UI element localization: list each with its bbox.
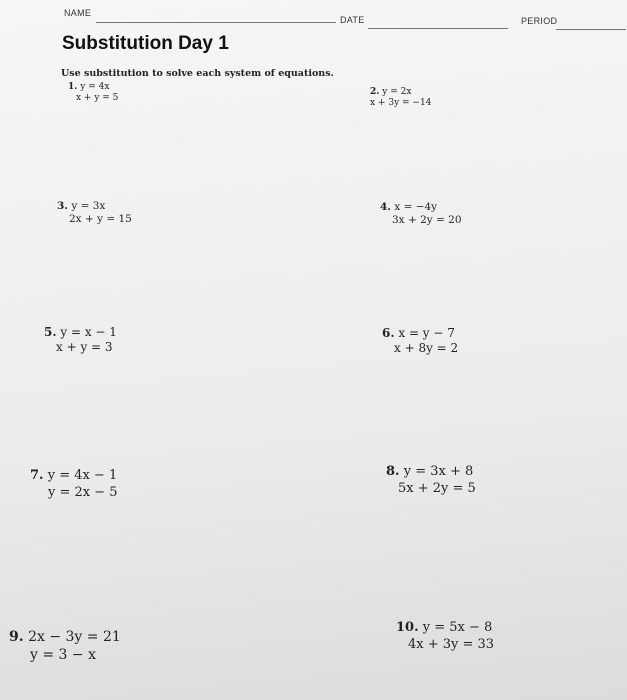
problem-number: 10. [396,620,419,635]
page-title: Substitution Day 1 [62,33,229,54]
problem-10 [396,619,494,653]
equation-1: y = 5x − 8 [422,620,493,635]
equation-1: y = 3x [71,200,106,212]
problem-1 [68,82,118,104]
problem-8 [386,463,476,497]
problem-number: 7. [30,468,44,483]
equation-2: 2x + y = 15 [69,213,132,225]
equation-2: x + 8y = 2 [394,341,459,355]
equation-1: y = x − 1 [60,325,117,339]
name-label: NAME [64,8,92,18]
equation-1: y = 2x [382,87,412,97]
instructions: Use substitution to solve each system of equations. [61,68,334,79]
date-line [368,28,508,29]
problem-number: 9. [9,629,24,645]
problem-2 [370,87,431,109]
period-label: PERIOD [521,16,558,26]
period-line [556,29,626,30]
equation-1: 2x − 3y = 21 [28,629,121,645]
problem-3 [57,200,132,226]
problem-5 [44,325,117,355]
name-line [96,22,336,23]
problem-7 [30,467,118,501]
problem-number: 6. [382,326,395,340]
date-label: DATE [340,15,365,25]
problem-9 [9,628,121,664]
equation-1: x = −4y [394,201,438,213]
equation-2: x + y = 5 [76,93,119,103]
equation-2: 4x + 3y = 33 [408,637,495,652]
equation-1: x = y − 7 [398,326,455,340]
problem-number: 2. [370,87,380,97]
equation-2: y = 3 − x [30,647,96,663]
equation-1: y = 4x [80,82,110,92]
problem-number: 5. [44,325,57,339]
problem-4 [380,201,462,227]
problem-number: 3. [57,200,68,212]
equation-2: x + 3y = −14 [370,98,432,108]
equation-2: 3x + 2y = 20 [392,214,462,226]
problem-number: 8. [386,464,400,479]
equation-1: y = 4x − 1 [47,468,118,483]
equation-2: y = 2x − 5 [48,485,118,500]
equation-1: y = 3x + 8 [403,464,474,479]
equation-2: 5x + 2y = 5 [398,481,476,496]
problem-number: 1. [68,82,78,92]
problem-number: 4. [380,201,391,213]
problem-6 [382,326,458,356]
equation-2: x + y = 3 [56,340,113,354]
